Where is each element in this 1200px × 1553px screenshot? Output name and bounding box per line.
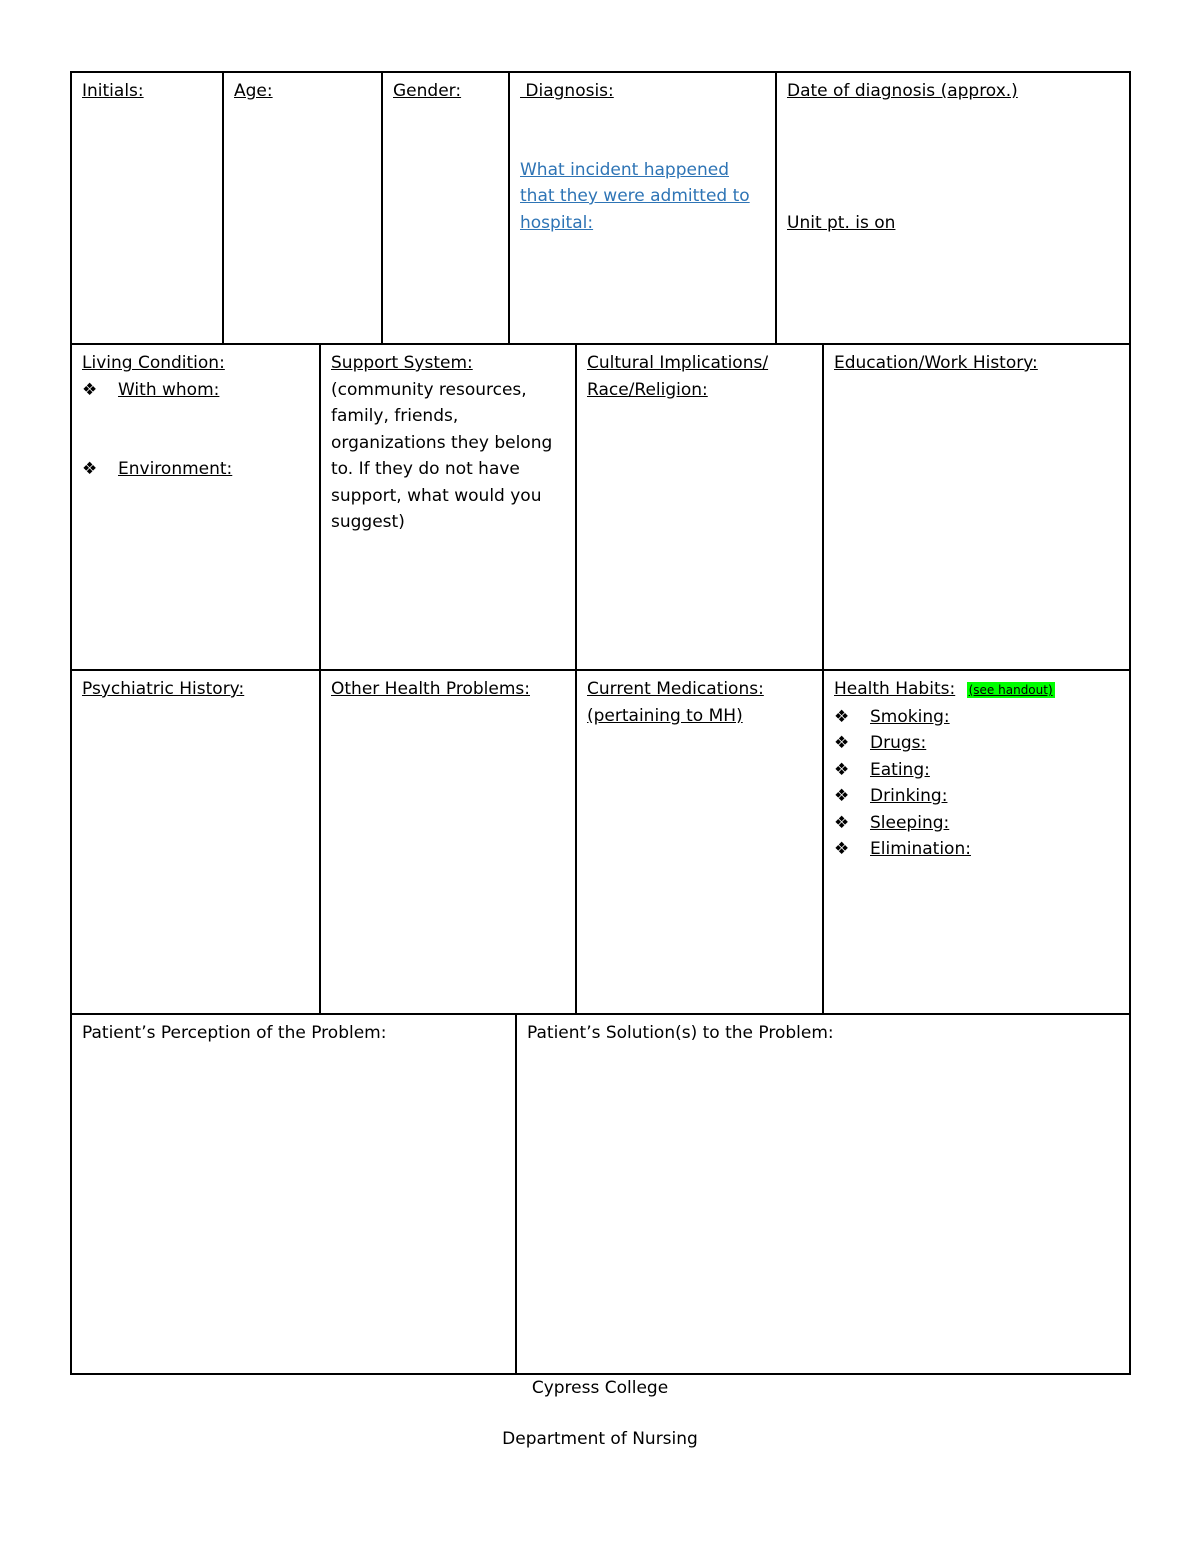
diamond-bullet-icon: ❖	[834, 733, 850, 753]
other-health-label: Other Health Problems:	[331, 679, 530, 699]
list-item: ❖ Smoking:	[834, 704, 1121, 731]
diamond-bullet-icon: ❖	[834, 786, 850, 806]
list-item: ❖ Environment:	[82, 456, 309, 483]
diagnosis-cell[interactable]	[510, 73, 775, 343]
other-health-cell[interactable]	[321, 671, 575, 1013]
list-item: ❖ Drinking:	[834, 783, 1121, 810]
support-system-description: (community resources, family, friends, organizations they belong to. If they do not have support, what would you suggest)	[331, 379, 553, 532]
gender-cell[interactable]	[383, 73, 508, 343]
support-system-label: Support System:	[331, 353, 473, 373]
medications-cell[interactable]	[577, 671, 822, 1013]
date-of-diagnosis-label: Date of diagnosis (approx.)	[787, 81, 1018, 101]
education-label: Education/Work History:	[834, 353, 1038, 373]
diamond-bullet-icon: ❖	[834, 839, 850, 859]
diamond-bullet-icon: ❖	[834, 759, 850, 780]
solutions-cell[interactable]	[517, 1015, 1131, 1375]
list-item: ❖ Elimination:	[834, 836, 1121, 863]
patient-assessment-form	[70, 71, 1131, 1375]
cultural-label-line2: Race/Religion:	[587, 379, 708, 400]
initials-cell[interactable]	[72, 73, 222, 343]
health-habits-list	[834, 704, 1121, 863]
cultural-label: Cultural Implications/	[587, 353, 769, 373]
see-handout-note: (see handout)	[968, 683, 1053, 697]
diamond-bullet-icon: ❖	[82, 379, 98, 400]
list-item: ❖ Eating:	[834, 757, 1121, 784]
perception-label: Patient’s Perception of the Problem:	[82, 1023, 387, 1043]
perception-cell[interactable]	[72, 1015, 515, 1375]
psychiatric-history-cell[interactable]	[72, 671, 319, 1013]
list-item: ❖ With whom:	[82, 377, 309, 404]
education-cell[interactable]	[824, 345, 1131, 669]
diamond-bullet-icon: ❖	[834, 706, 850, 727]
unit-label: Unit pt. is on	[787, 212, 896, 233]
list-item: ❖ Drugs:	[834, 730, 1121, 757]
health-habits-cell[interactable]	[824, 671, 1131, 1013]
footer-college: Cypress College	[531, 1378, 669, 1398]
diagnosis-label: Diagnosis:	[520, 81, 614, 101]
living-condition-cell[interactable]	[72, 345, 319, 669]
footer-department: Department of Nursing	[502, 1429, 698, 1449]
age-label: Age:	[234, 81, 273, 101]
gender-label: Gender:	[393, 81, 462, 101]
diamond-bullet-icon: ❖	[82, 459, 98, 479]
medications-label: Current Medications:	[587, 679, 764, 699]
age-cell[interactable]	[224, 73, 381, 343]
list-item: ❖ Sleeping:	[834, 810, 1121, 837]
support-system-cell[interactable]	[321, 345, 575, 669]
diamond-bullet-icon: ❖	[834, 812, 850, 833]
living-condition-label: Living Condition:	[82, 353, 225, 373]
cultural-cell[interactable]	[577, 345, 822, 669]
medications-sublabel: (pertaining to MH)	[587, 705, 743, 726]
health-habits-label: Health Habits:	[834, 679, 956, 699]
date-of-diagnosis-cell[interactable]	[777, 73, 1131, 343]
psychiatric-history-label: Psychiatric History:	[82, 679, 245, 699]
initials-label: Initials:	[82, 81, 144, 101]
diagnosis-prompt: What incident happened that they were admitted to hospital:	[520, 159, 750, 233]
solutions-label: Patient’s Solution(s) to the Problem:	[527, 1023, 834, 1043]
